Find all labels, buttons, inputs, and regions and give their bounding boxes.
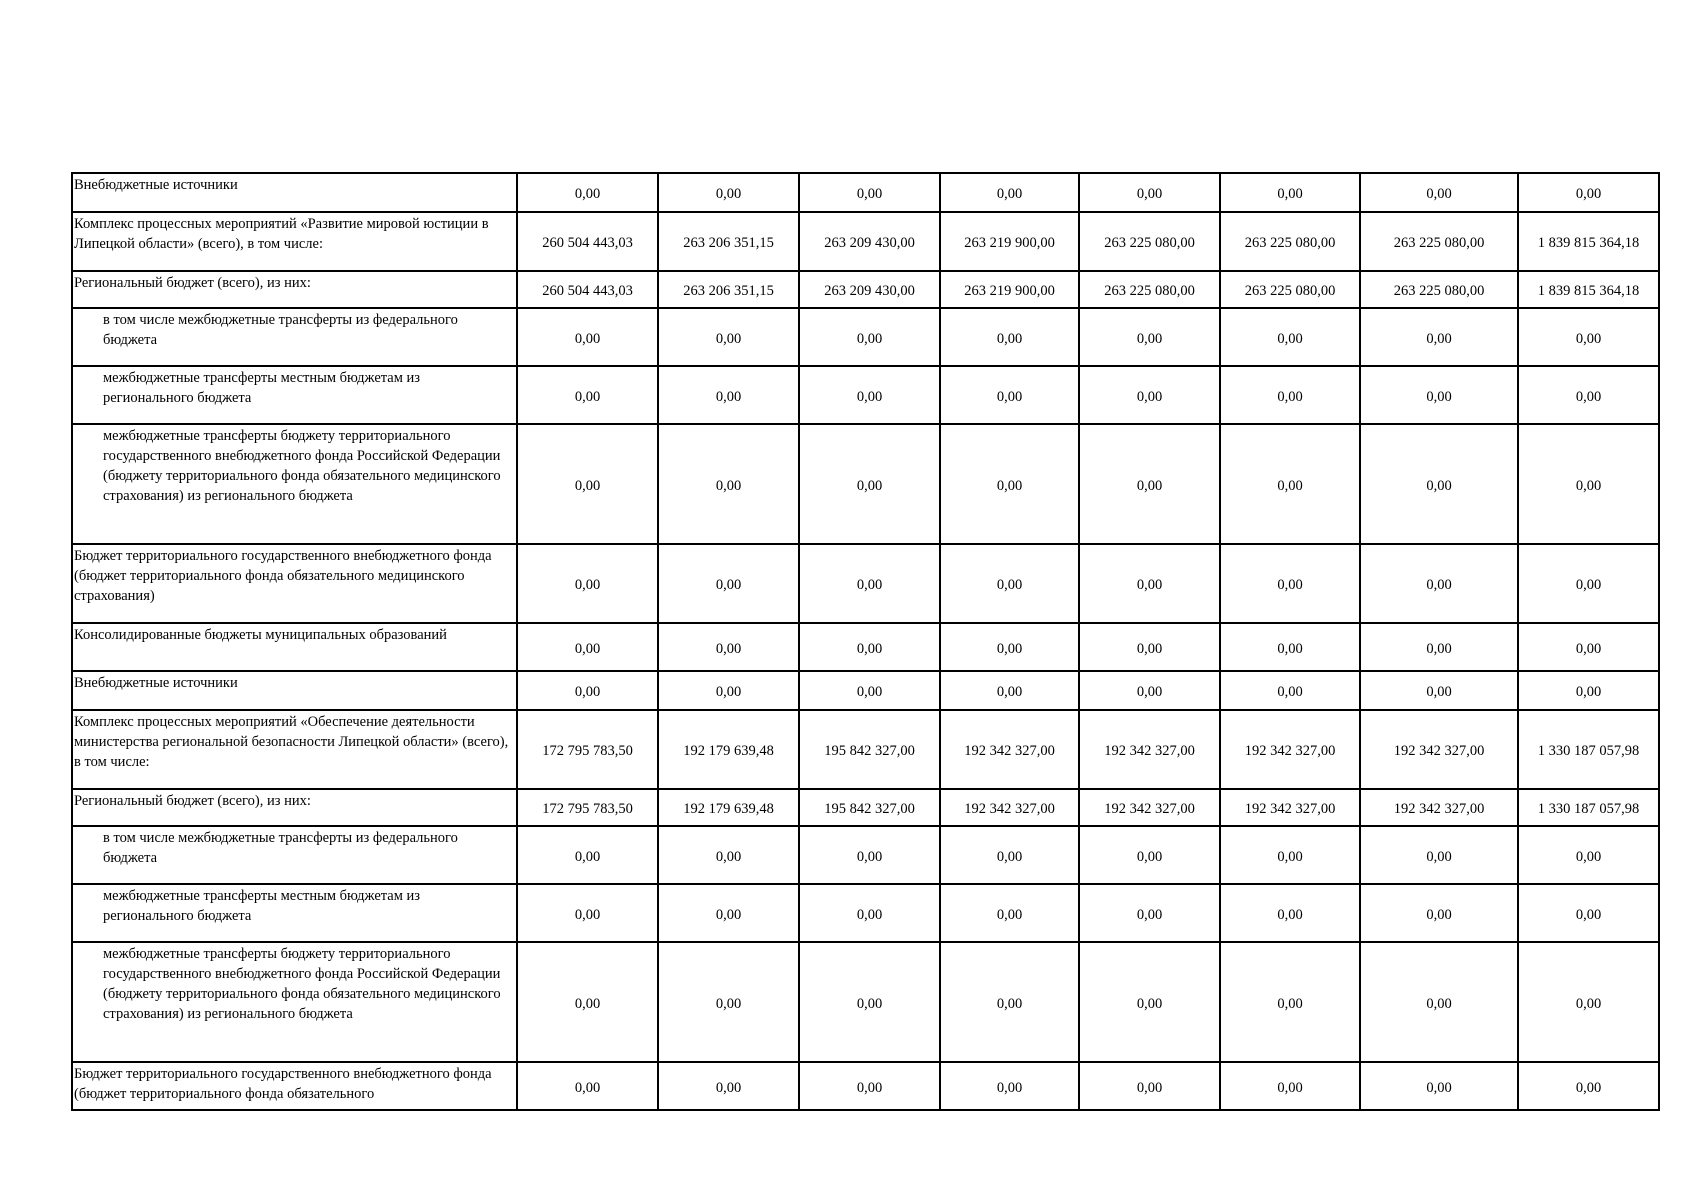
budget-table [71, 172, 1660, 1111]
value-cell: 0,00 [799, 623, 940, 671]
total-value-cell: 0,00 [1518, 623, 1659, 671]
value-cell: 172 795 783,50 [517, 710, 658, 789]
row-label-cell: межбюджетные трансферты бюджету территориального государственного внебюджетного фонда Российской Федерации (бюджету территориального фонда обязательного медицинского страхования) из регионального бюджета [72, 424, 517, 544]
table-row [72, 212, 1659, 271]
value-cell: 0,00 [1079, 623, 1220, 671]
total-value-cell: 0,00 [1518, 424, 1659, 544]
value-cell: 0,00 [1220, 308, 1360, 366]
total-value-cell: 1 839 815 364,18 [1518, 271, 1659, 308]
total-value-cell: 0,00 [1518, 173, 1659, 212]
table-row [72, 789, 1659, 826]
value-cell: 0,00 [658, 671, 799, 710]
total-value-cell: 0,00 [1518, 544, 1659, 623]
row-label-cell: Комплекс процессных мероприятий «Развитие мировой юстиции в Липецкой области» (всего), в том числе: [72, 212, 517, 271]
total-value-cell: 0,00 [1518, 884, 1659, 942]
table-row [72, 671, 1659, 710]
value-cell: 0,00 [940, 942, 1079, 1062]
total-value-cell: 0,00 [1518, 942, 1659, 1062]
value-cell: 0,00 [940, 424, 1079, 544]
value-cell: 0,00 [1220, 424, 1360, 544]
value-cell: 0,00 [517, 671, 658, 710]
value-cell: 0,00 [1079, 308, 1220, 366]
table-row [72, 366, 1659, 424]
value-cell: 0,00 [1360, 173, 1518, 212]
row-label-cell: в том числе межбюджетные трансферты из федерального бюджета [72, 826, 517, 884]
value-cell: 0,00 [1360, 308, 1518, 366]
value-cell: 0,00 [517, 623, 658, 671]
value-cell: 0,00 [1079, 942, 1220, 1062]
value-cell: 0,00 [517, 884, 658, 942]
value-cell: 263 209 430,00 [799, 212, 940, 271]
value-cell: 0,00 [517, 826, 658, 884]
value-cell: 263 225 080,00 [1360, 212, 1518, 271]
value-cell: 0,00 [517, 942, 658, 1062]
table-row [72, 942, 1659, 1062]
row-label-cell: Региональный бюджет (всего), из них: [72, 271, 517, 308]
value-cell: 0,00 [517, 308, 658, 366]
table-row [72, 308, 1659, 366]
value-cell: 0,00 [658, 308, 799, 366]
value-cell: 0,00 [940, 826, 1079, 884]
value-cell: 192 342 327,00 [940, 789, 1079, 826]
value-cell: 0,00 [799, 884, 940, 942]
row-label-cell: межбюджетные трансферты местным бюджетам из регионального бюджета [72, 366, 517, 424]
value-cell: 0,00 [658, 623, 799, 671]
value-cell: 0,00 [940, 173, 1079, 212]
value-cell: 0,00 [799, 366, 940, 424]
row-label-cell: межбюджетные трансферты местным бюджетам из регионального бюджета [72, 884, 517, 942]
value-cell: 0,00 [1360, 826, 1518, 884]
value-cell: 192 342 327,00 [940, 710, 1079, 789]
value-cell: 0,00 [799, 942, 940, 1062]
value-cell: 0,00 [1220, 173, 1360, 212]
total-value-cell: 0,00 [1518, 671, 1659, 710]
value-cell: 0,00 [1360, 366, 1518, 424]
value-cell: 0,00 [517, 424, 658, 544]
value-cell: 192 342 327,00 [1360, 710, 1518, 789]
row-label-cell: Бюджет территориального государственного внебюджетного фонда (бюджет территориального фонда обязательного медицинского страхования) [72, 544, 517, 623]
value-cell: 0,00 [1220, 826, 1360, 884]
value-cell: 0,00 [1220, 623, 1360, 671]
value-cell: 0,00 [1220, 544, 1360, 623]
value-cell: 0,00 [1079, 424, 1220, 544]
value-cell: 0,00 [799, 826, 940, 884]
total-value-cell: 1 330 187 057,98 [1518, 710, 1659, 789]
value-cell: 0,00 [940, 671, 1079, 710]
value-cell: 0,00 [799, 544, 940, 623]
value-cell: 263 219 900,00 [940, 271, 1079, 308]
total-value-cell: 1 839 815 364,18 [1518, 212, 1659, 271]
value-cell: 263 206 351,15 [658, 271, 799, 308]
value-cell: 192 342 327,00 [1079, 710, 1220, 789]
table-row [72, 173, 1659, 212]
value-cell: 263 225 080,00 [1360, 271, 1518, 308]
value-cell: 0,00 [1220, 884, 1360, 942]
value-cell: 260 504 443,03 [517, 271, 658, 308]
row-label-cell: Консолидированные бюджеты муниципальных образований [72, 623, 517, 671]
value-cell: 0,00 [658, 884, 799, 942]
total-value-cell: 0,00 [1518, 826, 1659, 884]
value-cell: 263 206 351,15 [658, 212, 799, 271]
row-label-cell: Внебюджетные источники [72, 173, 517, 212]
value-cell: 195 842 327,00 [799, 710, 940, 789]
value-cell: 0,00 [1360, 671, 1518, 710]
value-cell: 0,00 [1220, 942, 1360, 1062]
value-cell: 0,00 [940, 366, 1079, 424]
value-cell: 0,00 [1220, 1062, 1360, 1110]
value-cell: 0,00 [940, 1062, 1079, 1110]
table-row [72, 710, 1659, 789]
value-cell: 0,00 [658, 1062, 799, 1110]
value-cell: 0,00 [658, 826, 799, 884]
value-cell: 192 342 327,00 [1220, 789, 1360, 826]
value-cell: 0,00 [799, 1062, 940, 1110]
row-label-cell: Внебюджетные источники [72, 671, 517, 710]
value-cell: 0,00 [517, 1062, 658, 1110]
table-row [72, 623, 1659, 671]
value-cell: 0,00 [1360, 544, 1518, 623]
row-label-cell: в том числе межбюджетные трансферты из федерального бюджета [72, 308, 517, 366]
total-value-cell: 0,00 [1518, 366, 1659, 424]
value-cell: 260 504 443,03 [517, 212, 658, 271]
value-cell: 0,00 [1079, 884, 1220, 942]
value-cell: 263 219 900,00 [940, 212, 1079, 271]
value-cell: 0,00 [940, 884, 1079, 942]
table-row [72, 826, 1659, 884]
value-cell: 192 342 327,00 [1220, 710, 1360, 789]
value-cell: 192 342 327,00 [1360, 789, 1518, 826]
value-cell: 0,00 [799, 173, 940, 212]
value-cell: 0,00 [1360, 884, 1518, 942]
value-cell: 0,00 [799, 671, 940, 710]
value-cell: 0,00 [517, 366, 658, 424]
value-cell: 0,00 [940, 544, 1079, 623]
value-cell: 0,00 [799, 308, 940, 366]
value-cell: 263 225 080,00 [1079, 212, 1220, 271]
total-value-cell: 1 330 187 057,98 [1518, 789, 1659, 826]
value-cell: 0,00 [1360, 1062, 1518, 1110]
value-cell: 0,00 [1360, 424, 1518, 544]
table-row [72, 544, 1659, 623]
value-cell: 0,00 [1079, 544, 1220, 623]
total-value-cell: 0,00 [1518, 308, 1659, 366]
row-label-cell: Комплекс процессных мероприятий «Обеспечение деятельности министерства региональной безопасности Липецкой области» (всего), в том числе: [72, 710, 517, 789]
table-row [72, 1062, 1659, 1110]
row-label-cell: Бюджет территориального государственного внебюджетного фонда (бюджет территориального фонда обязательного [72, 1062, 517, 1110]
row-label-cell: межбюджетные трансферты бюджету территориального государственного внебюджетного фонда Российской Федерации (бюджету территориального фонда обязательного медицинского страхования) из регионального бюджета [72, 942, 517, 1062]
value-cell: 0,00 [1220, 366, 1360, 424]
value-cell: 263 225 080,00 [1220, 212, 1360, 271]
value-cell: 0,00 [1079, 826, 1220, 884]
value-cell: 192 179 639,48 [658, 789, 799, 826]
value-cell: 0,00 [658, 173, 799, 212]
table-body [72, 173, 1659, 1110]
value-cell: 0,00 [1079, 671, 1220, 710]
value-cell: 0,00 [1220, 671, 1360, 710]
table-row [72, 271, 1659, 308]
value-cell: 0,00 [940, 308, 1079, 366]
value-cell: 0,00 [1079, 173, 1220, 212]
value-cell: 263 209 430,00 [799, 271, 940, 308]
value-cell: 0,00 [658, 366, 799, 424]
value-cell: 263 225 080,00 [1220, 271, 1360, 308]
value-cell: 0,00 [658, 424, 799, 544]
row-label-cell: Региональный бюджет (всего), из них: [72, 789, 517, 826]
value-cell: 0,00 [517, 544, 658, 623]
table-row [72, 884, 1659, 942]
table-row [72, 424, 1659, 544]
value-cell: 0,00 [658, 942, 799, 1062]
value-cell: 0,00 [799, 424, 940, 544]
value-cell: 172 795 783,50 [517, 789, 658, 826]
total-value-cell: 0,00 [1518, 1062, 1659, 1110]
value-cell: 0,00 [1079, 1062, 1220, 1110]
value-cell: 0,00 [940, 623, 1079, 671]
value-cell: 0,00 [658, 544, 799, 623]
value-cell: 192 179 639,48 [658, 710, 799, 789]
value-cell: 192 342 327,00 [1079, 789, 1220, 826]
value-cell: 195 842 327,00 [799, 789, 940, 826]
value-cell: 263 225 080,00 [1079, 271, 1220, 308]
value-cell: 0,00 [517, 173, 658, 212]
value-cell: 0,00 [1360, 942, 1518, 1062]
value-cell: 0,00 [1360, 623, 1518, 671]
value-cell: 0,00 [1079, 366, 1220, 424]
